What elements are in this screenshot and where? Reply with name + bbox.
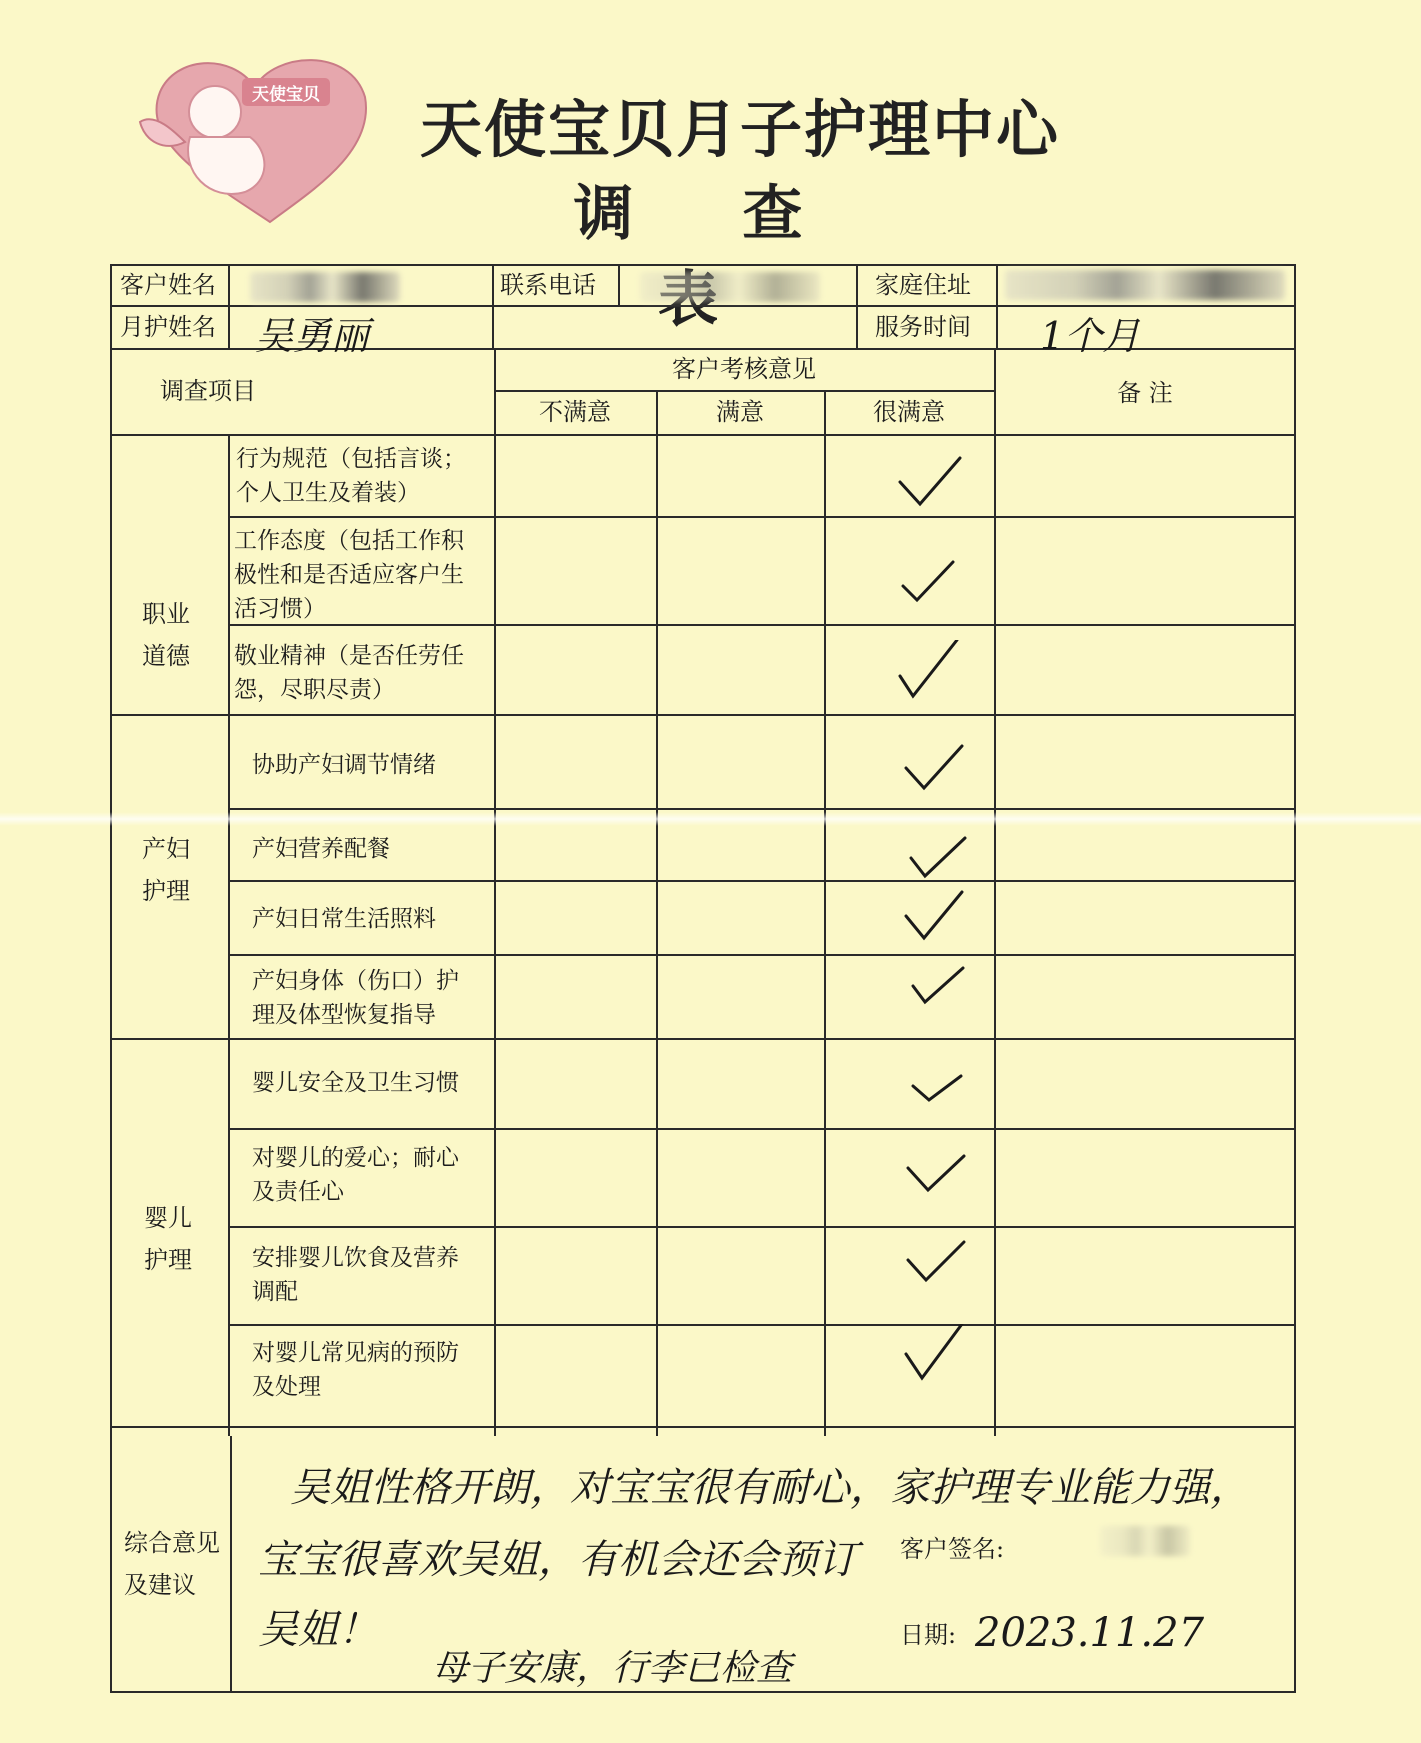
grid-line: [228, 880, 1295, 882]
logo-text: 天使宝贝: [252, 85, 320, 105]
column-very-satisfied: 很满意: [873, 398, 945, 426]
grid-line: [494, 390, 994, 392]
grid-line: [228, 516, 1295, 518]
grid-line: [494, 348, 496, 1436]
item-text-line: 理及体型恢复指导: [252, 1002, 436, 1028]
summary-handwriting-line-1: 吴姐性格开朗，对宝宝很有耐心，家护理专业能力强，: [290, 1465, 1250, 1511]
grid-line: [656, 390, 658, 1436]
grid-line: [110, 1426, 1295, 1428]
grid-line: [228, 1128, 1295, 1130]
phone-label: 联系电话: [500, 271, 596, 299]
checkmark-icon: [895, 640, 965, 700]
date-handwritten: 2023.11.27: [975, 1610, 1205, 1656]
grid-line: [228, 954, 1295, 956]
grid-line: [824, 390, 826, 1436]
group-label-infant-care: [144, 1197, 192, 1281]
summary-handwriting-line-2: 宝宝很喜欢吴姐，有机会还会预订: [258, 1537, 858, 1583]
group-label-professional-ethics: [142, 593, 190, 677]
item-text-line: 产妇营养配餐: [252, 836, 390, 862]
item-text-line: 敬业精神（是否任劳任: [234, 643, 464, 669]
grid-line: [110, 714, 1295, 716]
item-text-line: 调配: [252, 1279, 298, 1305]
group-label-line: 产妇: [142, 835, 190, 863]
item-text-line: 行为规范（包括言谈；: [236, 446, 466, 472]
opinion-header: 客户考核意见: [672, 355, 816, 383]
item-text-line: 对婴儿常见病的预防: [252, 1340, 459, 1366]
checkmark-icon: [900, 1324, 970, 1384]
grid-line: [228, 434, 230, 1436]
grid-line: [110, 434, 1295, 436]
checkmark-icon: [902, 1148, 972, 1208]
group-label-line: 职业: [142, 600, 190, 628]
item-text-line: 极性和是否适应客户生: [234, 562, 464, 588]
paper-fold-crease: [0, 812, 1421, 826]
grid-line: [228, 1324, 1295, 1326]
service-time-label: 服务时间: [875, 313, 971, 341]
grid-line: [492, 264, 494, 350]
grid-line: [230, 1436, 232, 1693]
item-text-line: 个人卫生及着装）: [236, 480, 420, 506]
checkmark-icon: [895, 550, 965, 610]
item-text-line: 及责任心: [252, 1179, 344, 1205]
item-infant-diet: [252, 1241, 459, 1309]
redacted-address: [1005, 270, 1285, 300]
summary-label: [124, 1522, 220, 1606]
item-text-line: 怨，尽职尽责）: [234, 677, 395, 703]
remark-header: 备 注: [1117, 379, 1173, 407]
item-text-line: 婴儿安全及卫生习惯: [252, 1070, 459, 1096]
checkmark-icon: [905, 960, 975, 1020]
item-text-line: 产妇日常生活照料: [252, 906, 436, 932]
grid-line: [228, 1226, 1295, 1228]
group-label-maternal-care: [142, 828, 190, 912]
checkmark-icon: [900, 738, 970, 798]
grid-line: [110, 1691, 1296, 1693]
signature-label: 客户签名:: [900, 1535, 1005, 1563]
grid-line: [228, 808, 1295, 810]
redacted-phone: [640, 272, 820, 302]
nurse-name-label: 月护姓名: [120, 313, 216, 341]
item-text-line: 活习惯）: [234, 596, 326, 622]
handwritten-note: 母子安康，行李已检查: [432, 1648, 793, 1689]
checkmark-icon: [905, 830, 975, 890]
checkmark-icon: [900, 886, 970, 946]
item-daily-care: [252, 902, 436, 936]
grid-line: [110, 264, 112, 1693]
address-label: 家庭住址: [875, 271, 971, 299]
item-infant-safety: [252, 1066, 459, 1100]
group-label-line: 婴儿: [144, 1204, 192, 1232]
date-label: 日期:: [900, 1621, 957, 1649]
summary-handwriting-line-3: 吴姐！: [258, 1607, 378, 1653]
column-satisfied: 满意: [716, 398, 764, 426]
grid-line: [228, 264, 230, 350]
grid-line: [1294, 264, 1296, 1693]
grid-line: [856, 264, 858, 350]
checkmark-icon: [895, 452, 965, 512]
nurse-name-handwritten: 吴勇丽: [255, 314, 370, 358]
summary-label-line: 及建议: [124, 1571, 196, 1599]
org-title: 天使宝贝月子护理中心: [419, 93, 1060, 166]
group-label-line: 护理: [144, 1246, 192, 1274]
item-text-line: 工作态度（包括工作积: [234, 528, 464, 554]
service-time-handwritten: 1个月: [1040, 314, 1141, 358]
form-title: 调 查: [573, 179, 847, 249]
grid-line: [110, 264, 1295, 266]
grid-line: [110, 1038, 1295, 1040]
heart-angel-logo: [120, 42, 380, 232]
item-work-attitude: [234, 524, 464, 626]
item-emotion: [252, 748, 436, 782]
redacted-customer-name: [250, 272, 400, 302]
item-text-line: 安排婴儿饮食及营养: [252, 1245, 459, 1271]
item-text-line: 产妇身体（伤口）护: [252, 968, 459, 994]
grid-line: [996, 264, 998, 350]
item-dedication: [234, 639, 464, 707]
item-text-line: 对婴儿的爱心；耐心: [252, 1145, 459, 1171]
item-behavior: [236, 442, 466, 510]
item-recovery: [252, 964, 459, 1032]
item-text-line: 协助产妇调节情绪: [252, 752, 436, 778]
summary-label-line: 综合意见: [124, 1529, 220, 1557]
group-label-line: 道德: [142, 642, 190, 670]
checkmark-icon: [902, 1236, 972, 1296]
grid-line: [994, 348, 996, 1436]
item-infant-love: [252, 1141, 459, 1209]
column-unsatisfied: 不满意: [539, 398, 611, 426]
item-header: 调查项目: [160, 377, 256, 405]
item-infant-illness: [252, 1336, 459, 1404]
redacted-signature: [1100, 1526, 1190, 1556]
item-text-line: 及处理: [252, 1374, 321, 1400]
grid-line: [618, 264, 620, 306]
group-label-line: 护理: [142, 877, 190, 905]
customer-name-label: 客户姓名: [120, 271, 216, 299]
item-nutrition: [252, 832, 390, 866]
checkmark-icon: [905, 1066, 975, 1126]
